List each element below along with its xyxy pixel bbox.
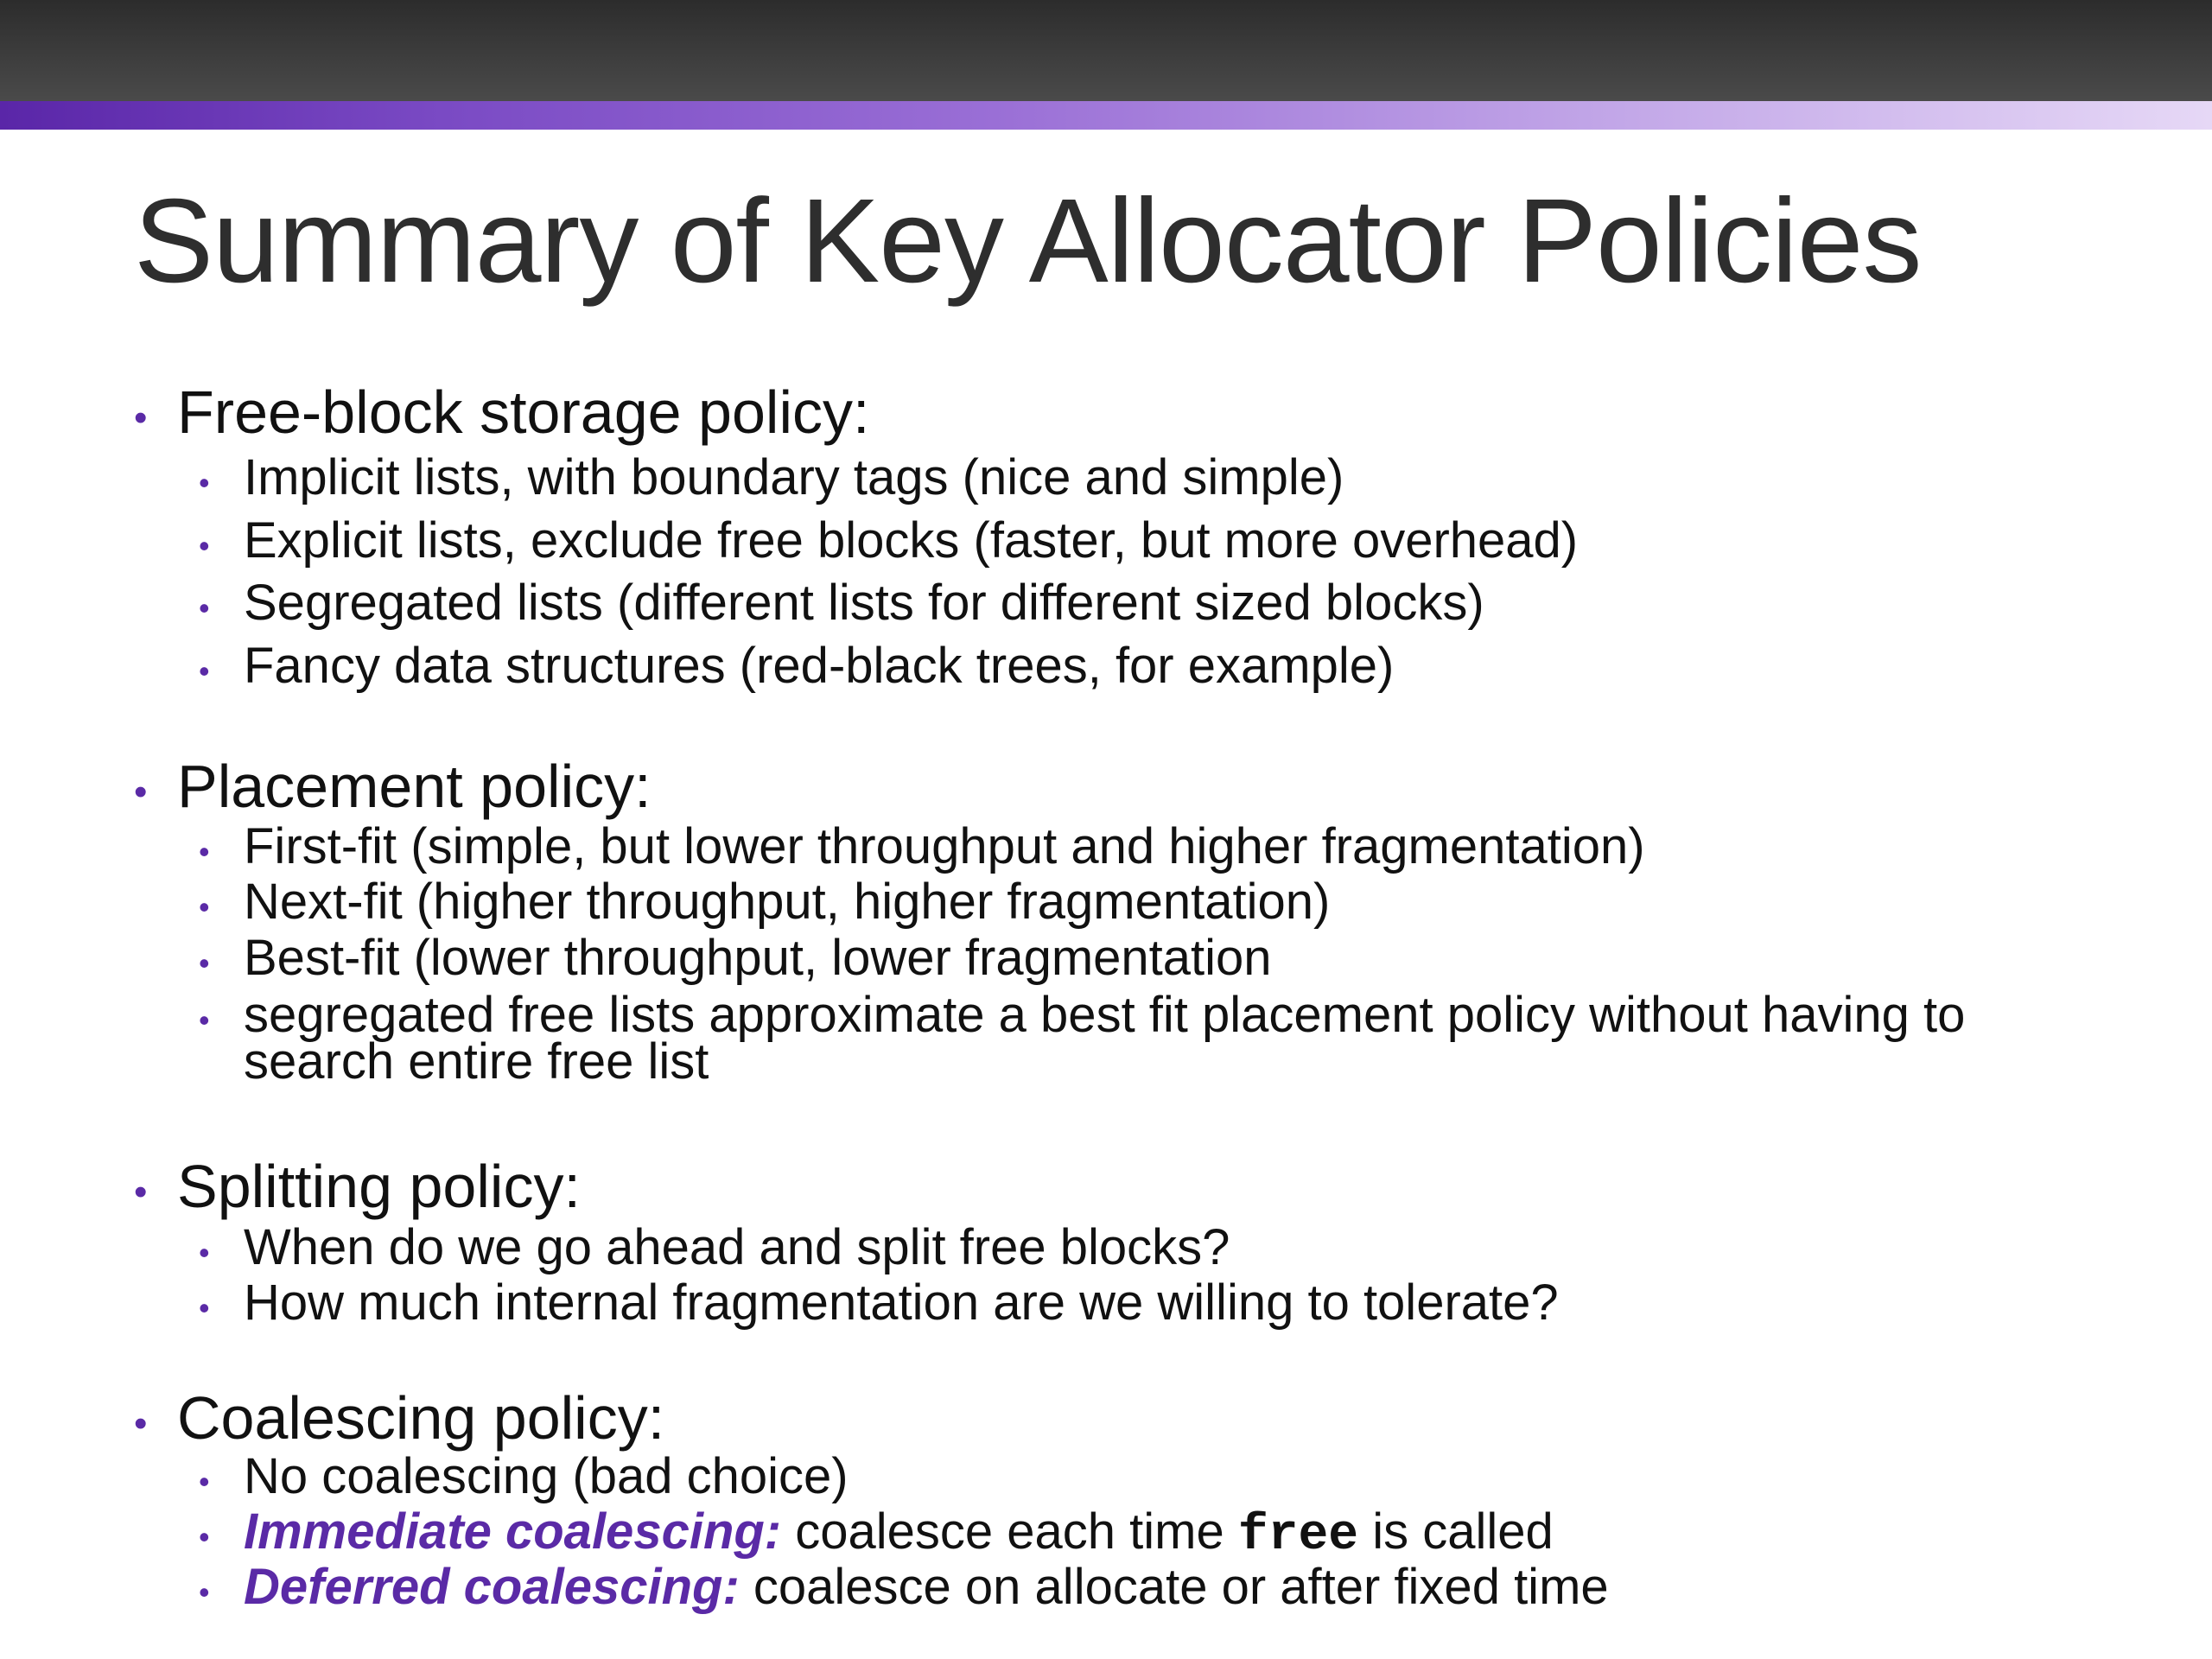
bullet-icon: • [199,834,210,869]
item-text: is called [1358,1503,1554,1560]
list-item-continuation: search entire free list [244,1033,709,1090]
bullet-icon: • [199,465,210,500]
list-item: When do we go ahead and split free blocks? [244,1219,1230,1275]
list-item-deferred [244,1559,1609,1615]
bullet-icon: • [199,1002,210,1038]
list-item-immediate [244,1503,1554,1564]
emphasis-term: Immediate coalescing: [244,1503,782,1560]
list-item: Next-fit (higher throughput, higher fragmentation) [244,874,1331,930]
section-heading-splitting: Splitting policy: [177,1153,581,1220]
bullet-icon: • [134,397,148,439]
bullet-icon: • [199,1464,210,1499]
item-text: coalesce on allocate or after fixed time [739,1559,1609,1615]
header-bar [0,0,2212,101]
bullet-icon: • [199,653,210,689]
accent-gradient-bar [0,101,2212,130]
list-item: No coalescing (bad choice) [244,1448,849,1504]
list-item: Implicit lists, with boundary tags (nice and simple) [244,449,1344,505]
section-heading-coalescing: Coalescing policy: [177,1384,665,1452]
bullet-icon: • [134,1402,148,1445]
bullet-icon: • [134,771,148,813]
list-item: Segregated lists (different lists for different sized blocks) [244,575,1484,631]
code-term: free [1237,1508,1359,1564]
item-text: coalesce each time [781,1503,1238,1560]
bullet-icon: • [199,590,210,626]
bullet-icon: • [134,1171,148,1213]
bullet-icon: • [199,1290,210,1325]
section-heading-storage: Free-block storage policy: [177,378,870,446]
section-heading-placement: Placement policy: [177,753,652,820]
list-item: segregated free lists approximate a best fit placement policy without having to [244,987,1966,1043]
bullet-icon: • [199,1519,210,1554]
list-item: First-fit (simple, but lower throughput and higher fragmentation) [244,818,1645,874]
slide-title: Summary of Key Allocator Policies [134,175,1922,308]
bullet-icon: • [199,1574,210,1610]
bullet-icon: • [199,528,210,563]
list-item: How much internal fragmentation are we willing to tolerate? [244,1274,1559,1331]
bullet-icon: • [199,1235,210,1270]
emphasis-term: Deferred coalescing: [244,1559,740,1615]
bullet-icon: • [199,889,210,925]
list-item: Best-fit (lower throughput, lower fragmentation [244,930,1272,986]
bullet-icon: • [199,945,210,981]
list-item: Fancy data structures (red-black trees, for example) [244,638,1395,694]
list-item: Explicit lists, exclude free blocks (faster, but more overhead) [244,512,1579,569]
